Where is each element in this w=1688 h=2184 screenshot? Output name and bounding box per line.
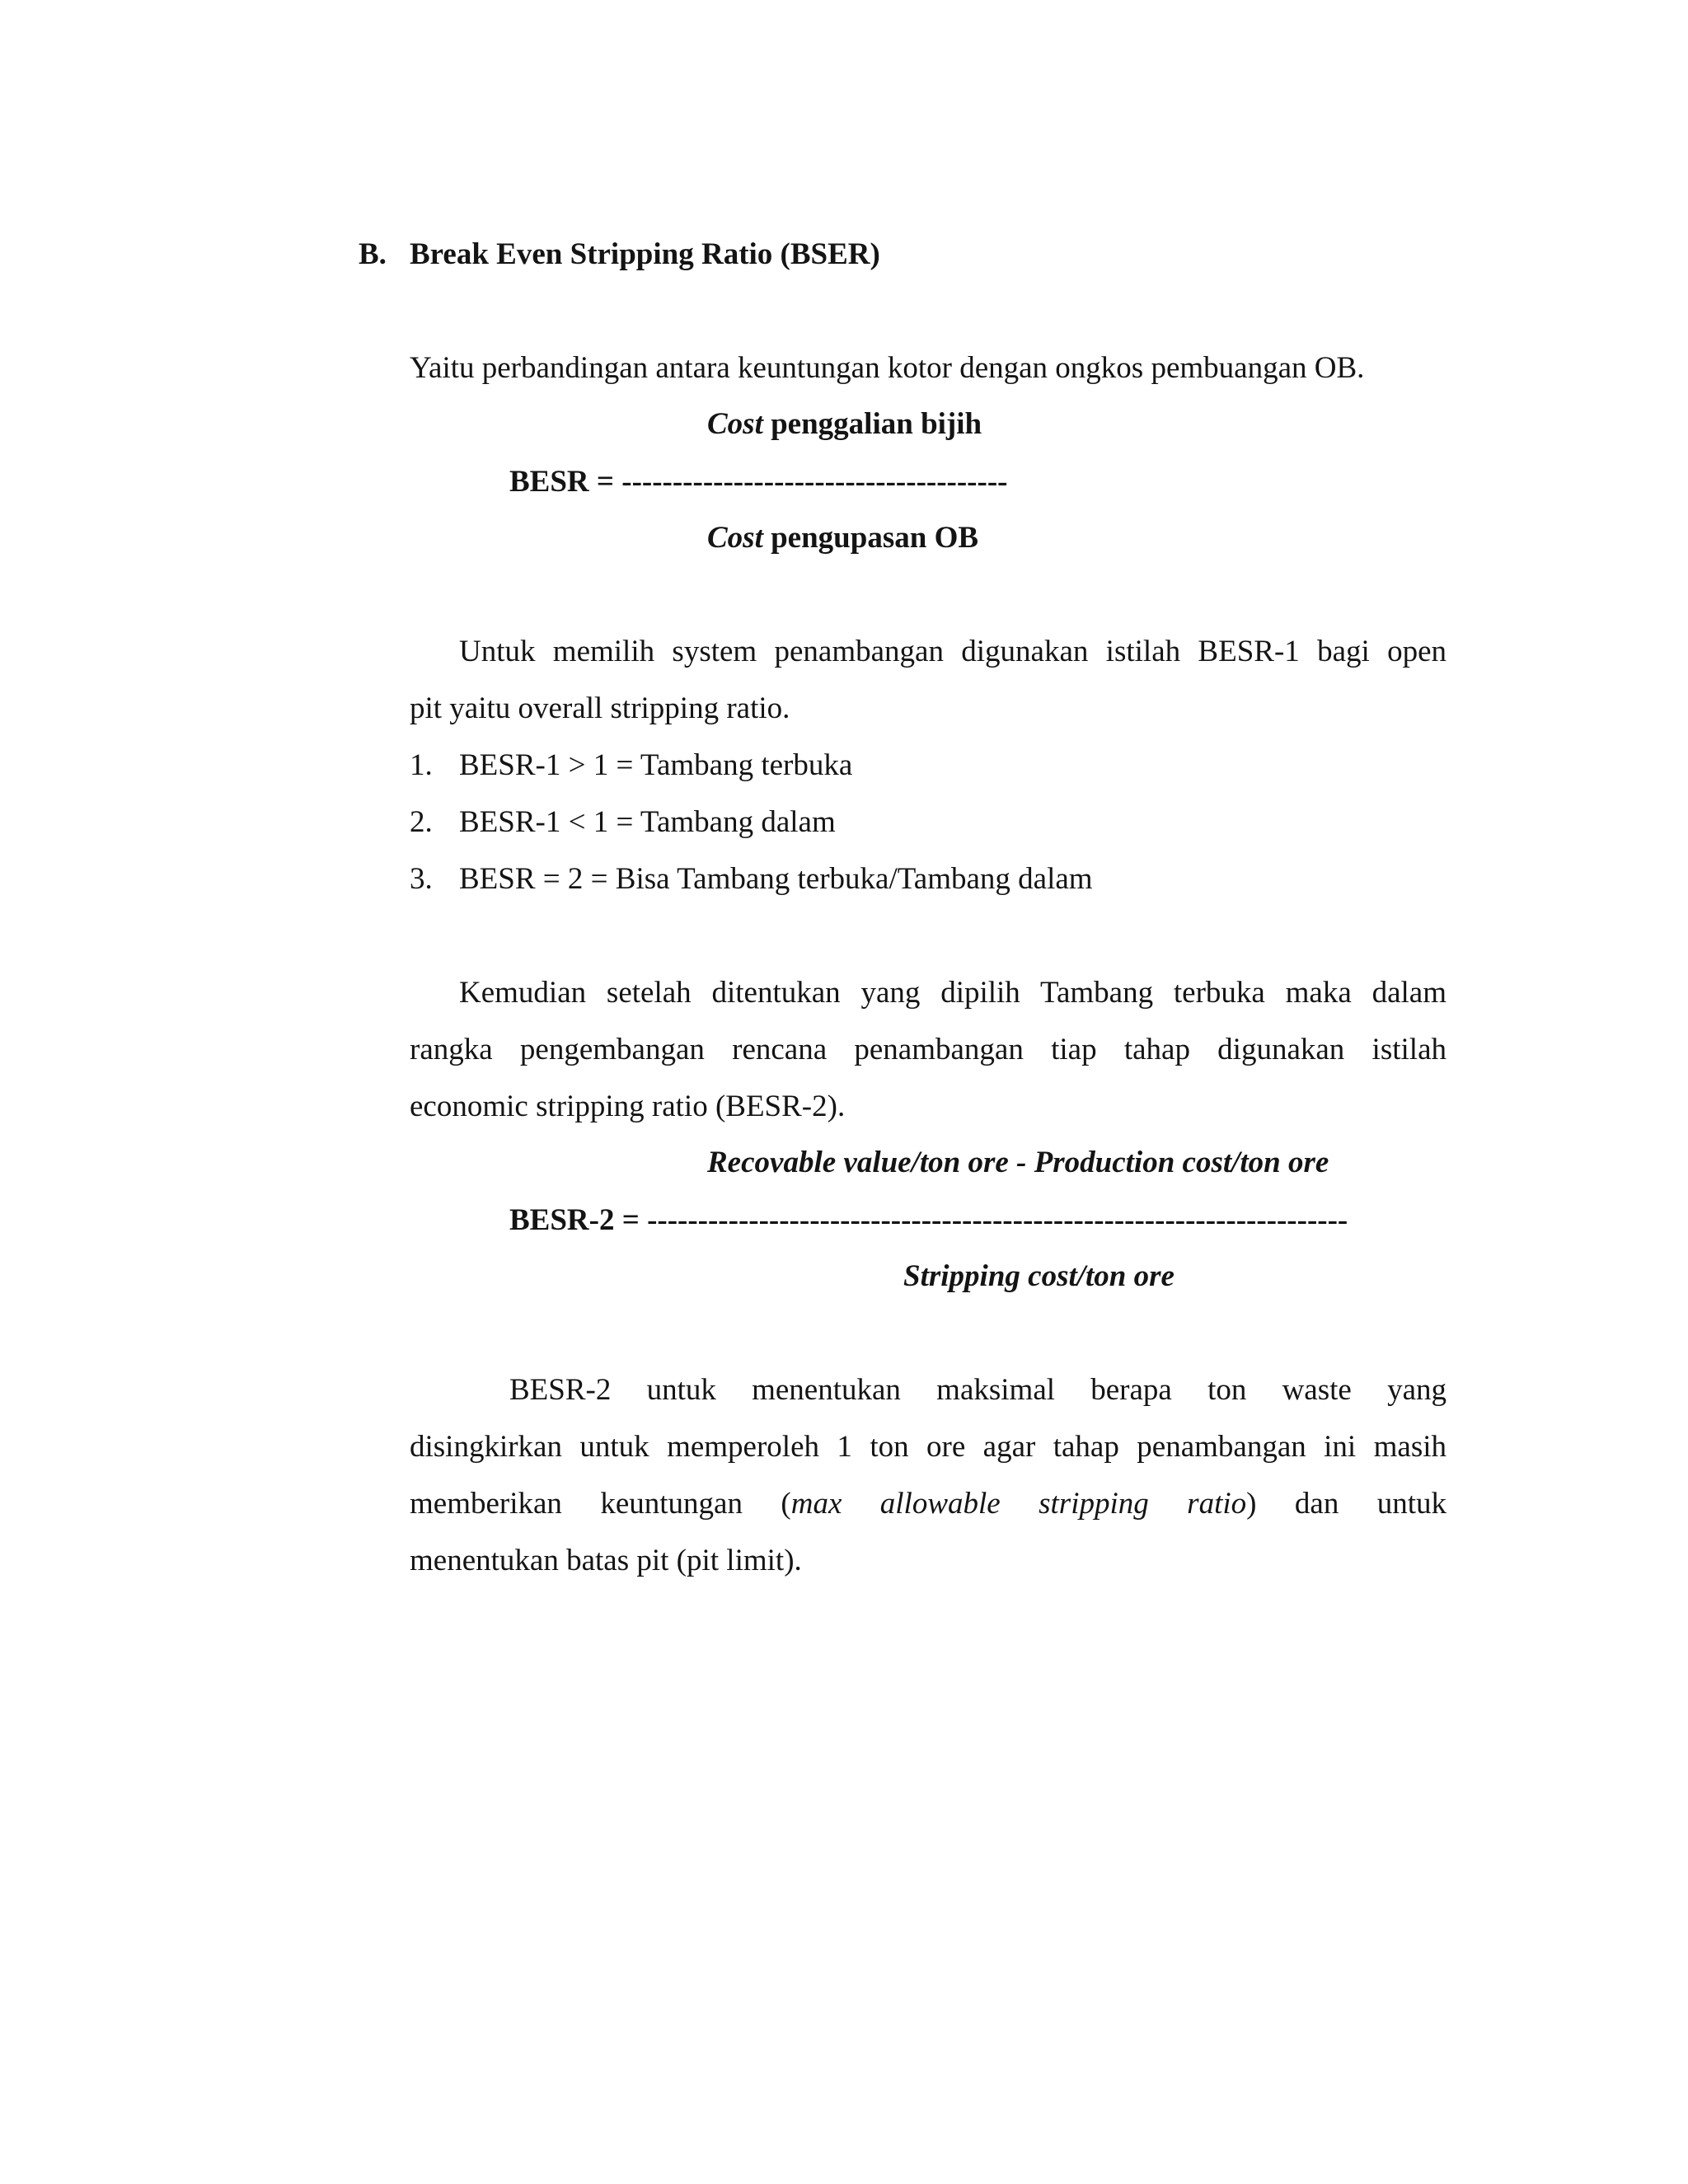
formula2-numerator: Recovable value/ton ore - Production cost/ton ore (707, 1146, 1329, 1179)
formula1-numerator-text: penggalian bijih (762, 407, 982, 441)
list-item-2-text: BESR-1 < 1 = Tambang dalam (459, 805, 836, 839)
para4-line1: BESR-2 untuk menentukan maksimal berapa ton waste yang (509, 1373, 1447, 1407)
formula1-denominator-text: pengupasan OB (762, 521, 979, 555)
para3-line3: economic stripping ratio (BESR-2). (410, 1090, 846, 1123)
para4-line3 (410, 1488, 1447, 1519)
para2-line2: pit yaitu overall stripping ratio. (410, 691, 790, 725)
formula1-denominator (707, 523, 978, 553)
section-marker: B. (359, 237, 387, 271)
list-item-3-text: BESR = 2 = Bisa Tambang terbuka/Tambang dalam (459, 862, 1093, 896)
formula2-rule: --------------------------------------------------------------------- (647, 1203, 1348, 1237)
formula1-lhs: BESR = (509, 465, 622, 499)
formula1-numerator-italic: Cost (707, 407, 763, 441)
para4-line3-start: memberikan keuntungan ( (410, 1487, 791, 1521)
list-item-2-number: 2. (410, 805, 433, 839)
formula2-line (509, 1205, 1348, 1235)
section-title: Break Even Stripping Ratio (BSER) (410, 237, 880, 271)
formula2-denominator: Stripping cost/ton ore (903, 1259, 1175, 1293)
para3-line1: Kemudian setelah ditentukan yang dipilih Tambang terbuka maka dalam (459, 976, 1447, 1010)
formula1-denominator-italic: Cost (707, 521, 763, 555)
list-item-1-text: BESR-1 > 1 = Tambang terbuka (459, 748, 853, 782)
para4-line3-italic: max allowable stripping ratio (790, 1487, 1247, 1521)
para4-line2: disingkirkan untuk memperoleh 1 ton ore agar tahap penambangan ini masih (410, 1430, 1447, 1464)
list-item-3-number: 3. (410, 862, 433, 896)
formula1-line (509, 466, 1007, 497)
para4-line4: menentukan batas pit (pit limit). (410, 1544, 802, 1577)
formula1-rule: -------------------------------------- (621, 465, 1008, 499)
formula1-numerator (707, 409, 982, 439)
list-item-1-number: 1. (410, 748, 433, 782)
intro-paragraph: Yaitu perbandingan antara keuntungan kotor dengan ongkos pembuangan OB. (410, 351, 1365, 385)
para2-line1: Untuk memilih system penambangan digunakan istilah BESR-1 bagi open (459, 635, 1447, 668)
formula2-lhs: BESR-2 = (509, 1203, 648, 1237)
para3-line2: rangka pengembangan rencana penambangan tiap tahap digunakan istilah (410, 1033, 1447, 1066)
para4-line3-end: ) dan untuk (1246, 1487, 1447, 1521)
